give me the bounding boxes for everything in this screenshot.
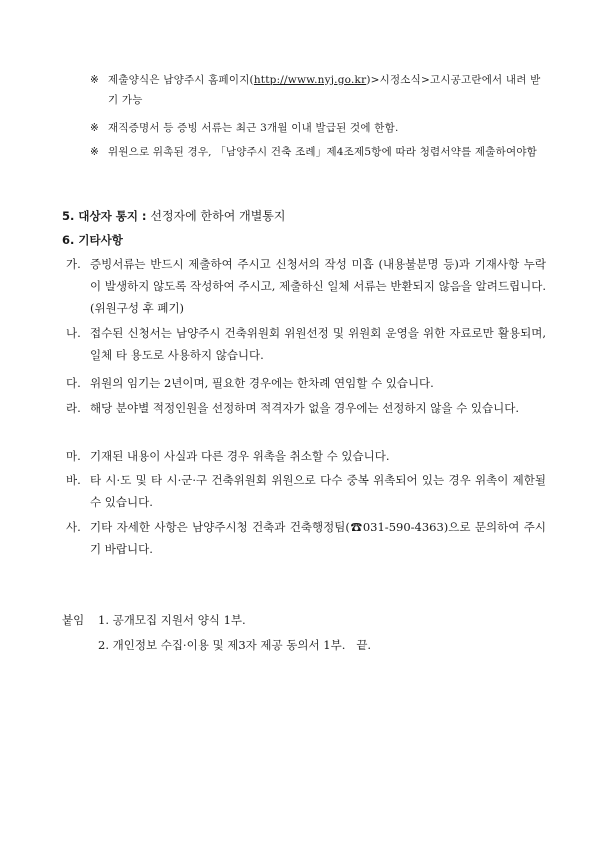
list-item xyxy=(66,397,546,419)
item-label: 라. xyxy=(66,401,81,415)
note-mark: ※ xyxy=(90,122,99,134)
section-6 xyxy=(62,229,123,251)
note-mark: ※ xyxy=(90,146,99,158)
item-label: 다. xyxy=(66,376,81,390)
item-label: 마. xyxy=(66,449,81,463)
item-text: 기타 자세한 사항은 남양주시청 건축과 건축행정팀(☎031-590-4363)으로 문의하여 주시기 바랍니다. xyxy=(90,520,546,556)
attachment-item-1: 1. 공개모집 지원서 양식 1부. xyxy=(98,613,246,627)
list-item xyxy=(66,372,546,394)
note-text: 위원으로 위촉된 경우, 「남양주시 건축 조례」제4조제5항에 따라 청렴서약를 제출하여야함 xyxy=(108,146,538,158)
list-item xyxy=(66,469,546,513)
item-label: 가. xyxy=(66,257,81,271)
note-mark: ※ xyxy=(90,74,99,86)
item-label: 사. xyxy=(66,520,81,534)
item-text: 접수된 신청서는 남양주시 건축위원회 위원선정 및 위원회 운영을 위한 자료로만 활용되며, 일체 타 용도로 사용하지 않습니다. xyxy=(90,326,546,362)
section-5-text: 선정자에 한하여 개별통지 xyxy=(146,209,286,223)
section-5 xyxy=(62,205,286,227)
note-text: 재직증명서 등 증빙 서류는 최근 3개월 이내 발급된 것에 한함. xyxy=(108,122,399,134)
item-text: 증빙서류는 반드시 제출하여 주시고 신청서의 작성 미흡 (내용불분명 등)과 기재사항 누락이 발생하지 않도록 작성하여 주시고, 제출하신 일체 서류는 반환되지 않음을 알려드립니다.(위원구성 후 폐기) xyxy=(90,257,546,315)
item-text: 타 시·도 및 타 시·군·구 건축위원회 위원으로 다수 중복 위촉되어 있는 경우 위촉이 제한될 수 있습니다. xyxy=(90,473,546,509)
attachment-item-2: 2. 개인정보 수집·이용 및 제3자 제공 동의서 1부. 끝. xyxy=(98,638,372,652)
note-text: )>시정소식>고시공고란에서 내려 받기 가능 xyxy=(108,74,541,106)
note-3 xyxy=(90,142,550,162)
item-text: 기재된 내용이 사실과 다른 경우 위촉을 취소할 수 있습니다. xyxy=(90,449,390,463)
note-1 xyxy=(90,70,550,110)
list-item xyxy=(66,253,546,319)
item-label: 바. xyxy=(66,473,81,487)
homepage-link[interactable]: http://www.nyj.go.kr xyxy=(253,74,367,86)
list-item xyxy=(66,516,546,560)
note-text: 제출양식은 남양주시 홈페이지( xyxy=(108,74,254,86)
item-text: 해당 분야별 적정인원을 선정하며 적격자가 없을 경우에는 선정하지 않을 수 있습니다. xyxy=(90,401,520,415)
list-item xyxy=(66,445,546,467)
section-5-heading: 5. 대상자 통지 : xyxy=(62,209,147,223)
item-text: 위원의 임기는 2년이며, 필요한 경우에는 한차례 연임할 수 있습니다. xyxy=(90,376,434,390)
section-6-heading: 6. 기타사항 xyxy=(62,233,123,247)
list-item xyxy=(66,322,546,366)
note-2 xyxy=(90,118,550,138)
attachment-label: 붙임 xyxy=(62,613,85,627)
item-label: 나. xyxy=(66,326,81,340)
